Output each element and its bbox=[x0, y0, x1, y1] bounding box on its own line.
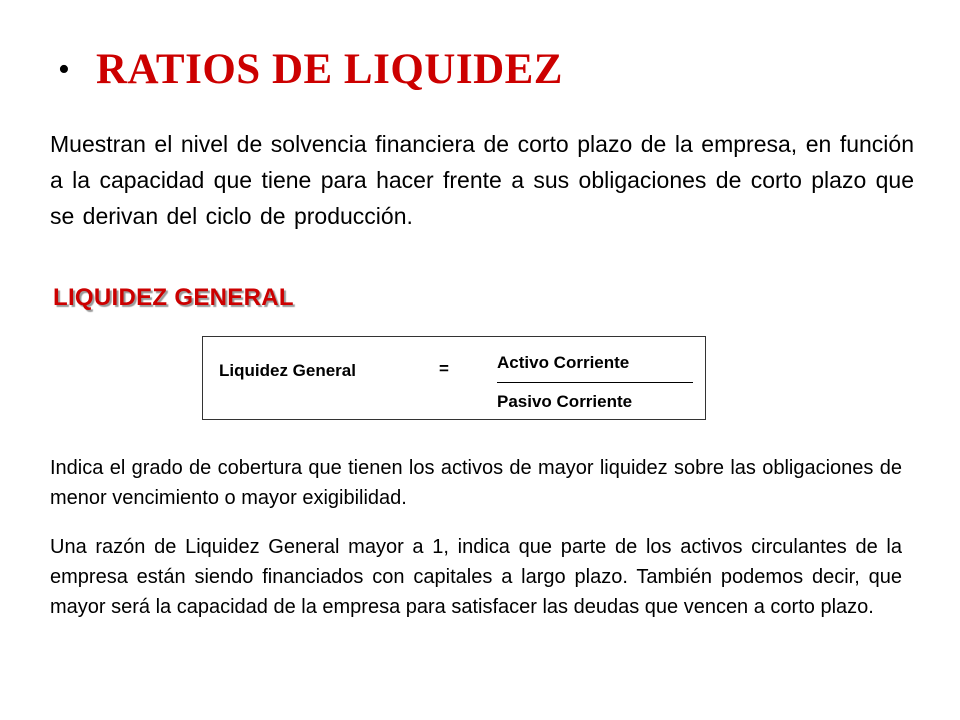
formula-lhs: Liquidez General bbox=[219, 361, 356, 380]
slide-title: RATIOS DE LIQUIDEZ bbox=[96, 46, 563, 93]
formula-equals-sign: = bbox=[439, 359, 449, 378]
formula-box bbox=[202, 336, 706, 420]
fraction-bar bbox=[497, 382, 693, 383]
bullet-icon: • bbox=[58, 50, 70, 88]
explanation-paragraph-1: Indica el grado de cobertura que tienen los activos de mayor liquidez sobre las obligaciones de menor vencimiento o mayor exigibilidad. bbox=[50, 457, 902, 509]
formula-denominator: Pasivo Corriente bbox=[497, 392, 633, 411]
title-row bbox=[58, 46, 563, 93]
explanation-paragraph-2: Una razón de Liquidez General mayor a 1, indica que parte de los activos circulantes de la empresa están siendo financiados con capitales a largo plazo. También podemos decir, que mayor será la capacidad de la empresa para satisfacer las deudas que vencen a corto plazo. bbox=[50, 536, 902, 618]
formula-numerator: Activo Corriente bbox=[497, 353, 630, 372]
section-heading: LIQUIDEZ GENERAL bbox=[53, 284, 294, 311]
intro-paragraph: Muestran el nivel de solvencia financiera de corto plazo de la empresa, en función a la capacidad que tiene para hacer frente a sus obligaciones de corto plazo que se derivan del ciclo de producción. bbox=[50, 131, 914, 229]
